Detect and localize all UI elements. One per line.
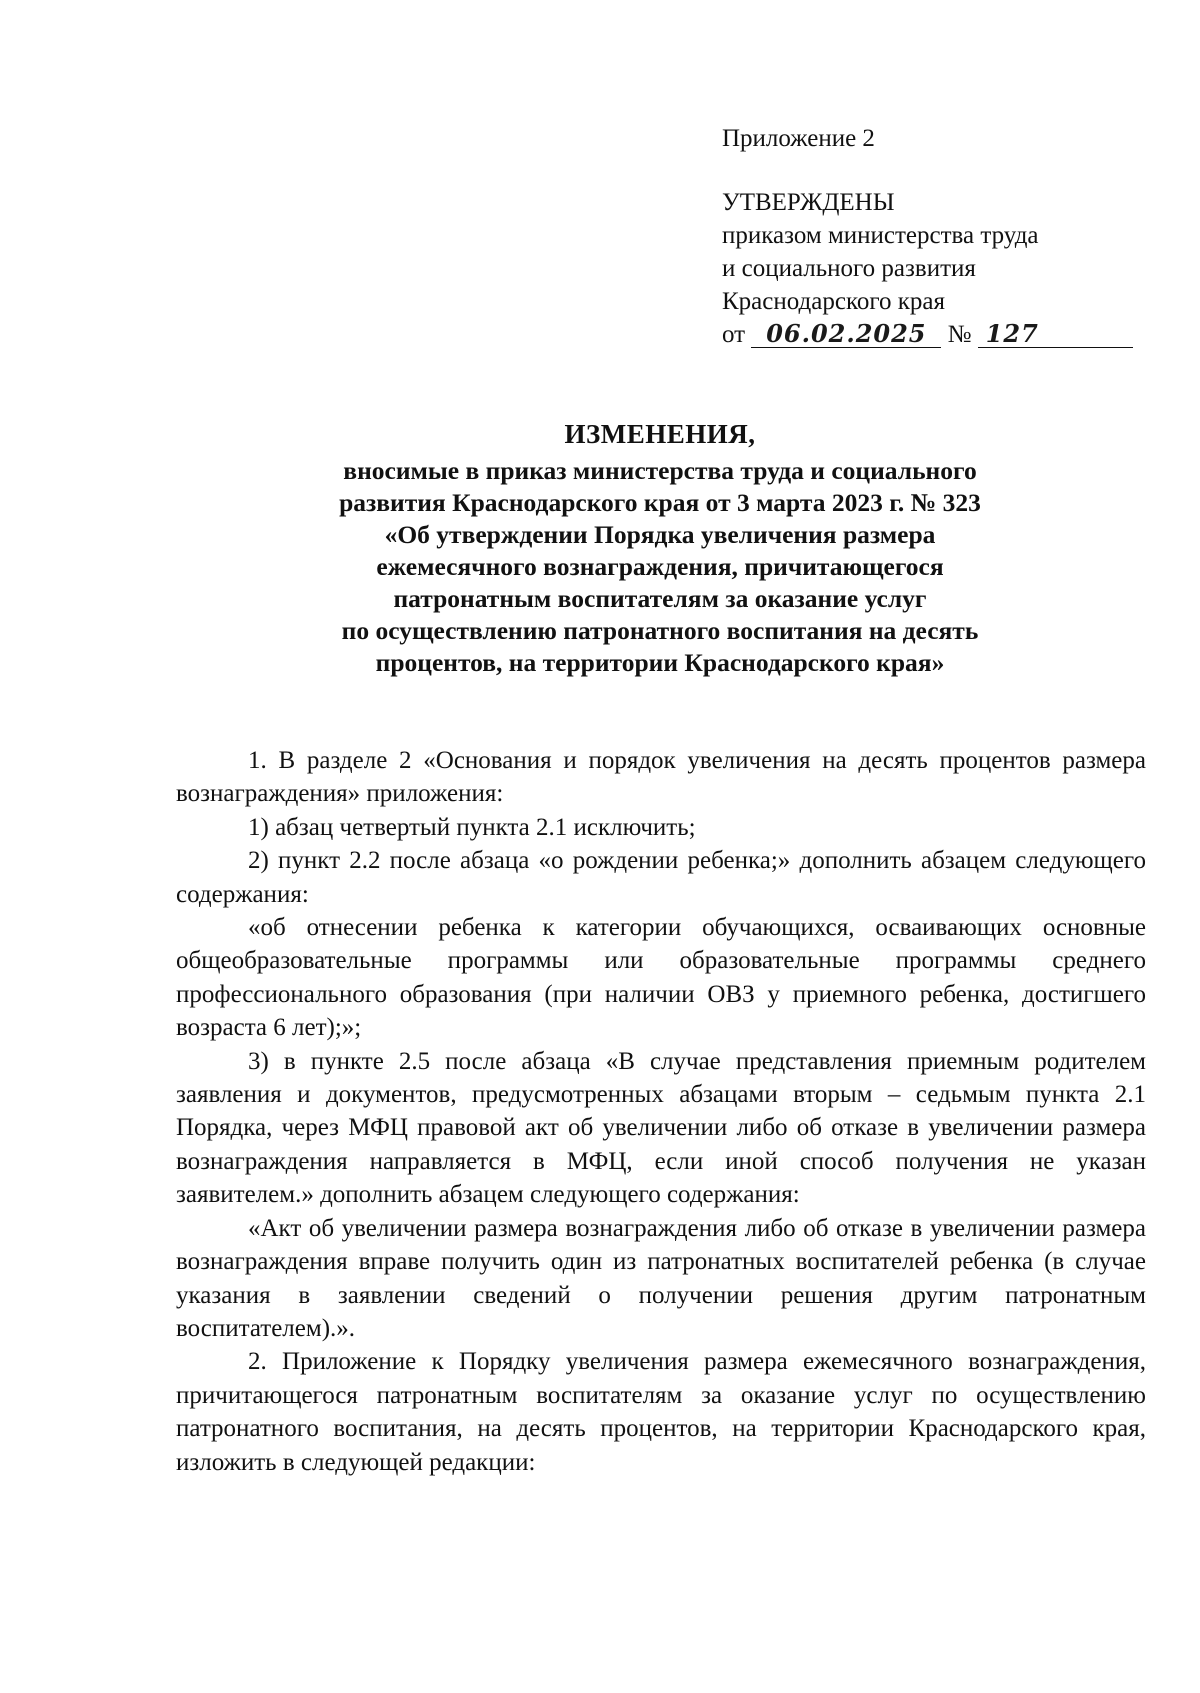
title-line: вносимые в приказ министерства труда и социального xyxy=(343,456,977,485)
document-title xyxy=(180,418,1140,679)
body-paragraph: 2. Приложение к Порядку увеличения размера ежемесячного вознаграждения, причитающегося патронатным воспитателям за оказание услуг по осуществлению патронатного воспитания, на десять процентов, на территории Краснодарского края, изложить в следующей редакции: xyxy=(176,1348,1146,1476)
approved-label: УТВЕРЖДЕНЫ xyxy=(722,189,895,216)
title-main: ИЗМЕНЕНИЯ, xyxy=(564,419,756,449)
title-line: ежемесячного вознаграждения, причитающегося xyxy=(376,552,944,581)
handwritten-date: 06.02.2025 xyxy=(751,321,941,348)
title-line: патронатным воспитателям за оказание услуг xyxy=(393,584,927,613)
body-paragraph: 3) в пункте 2.5 после абзаца «В случае представления приемным родителем заявления и документов, предусмотренных абзацами вторым – седьмым пункта 2.1 Порядка, через МФЦ правовой акт об увеличении либо об отказе в увеличении размера вознаграждения направляется в МФЦ, если иной способ получения не указан заявителем.» дополнить абзацем следующего содержания: xyxy=(176,1047,1146,1209)
title-line: развития Краснодарского края от 3 марта 2023 г. № 323 xyxy=(339,488,981,517)
title-line: «Об утверждении Порядка увеличения размера xyxy=(384,520,936,549)
document-body xyxy=(176,744,1146,1479)
body-paragraph: 1. В разделе 2 «Основания и порядок увеличения на десять процентов размера вознаграждения» приложения: xyxy=(176,747,1146,808)
approval-block xyxy=(722,122,1142,354)
number-sign: № xyxy=(947,321,972,348)
date-prefix: от xyxy=(722,321,746,348)
title-line: процентов, на территории Краснодарского края» xyxy=(375,648,945,677)
body-paragraph: «об отнесении ребенка к категории обучающихся, осваивающих основные общеобразовательные программы или образовательные программы среднего профессионального образования (при наличии ОВЗ у приемного ребенка, достигшего возраста 6 лет);»; xyxy=(176,914,1146,1042)
body-paragraph: 2) пункт 2.2 после абзаца «о рождении ребенка;» дополнить абзацем следующего содержания: xyxy=(176,847,1146,908)
handwritten-number: 127 xyxy=(978,321,1133,348)
body-paragraph: «Акт об увеличении размера вознаграждения либо об отказе в увеличении размера вознаграждения вправе получить один из патронатных воспитателей ребенка (в случае указания в заявлении сведений о получении решения другим патронатным воспитателем).». xyxy=(176,1214,1146,1342)
approval-line: Краснодарского края xyxy=(722,288,945,315)
order-date-line xyxy=(722,318,1142,354)
approval-line: приказом министерства труда xyxy=(722,222,1039,249)
title-line: по осуществлению патронатного воспитания на десять xyxy=(341,616,979,645)
body-paragraph: 1) абзац четвертый пункта 2.1 исключить; xyxy=(248,813,696,841)
approval-line: и социального развития xyxy=(722,255,976,282)
annex-label: Приложение 2 xyxy=(722,125,875,152)
